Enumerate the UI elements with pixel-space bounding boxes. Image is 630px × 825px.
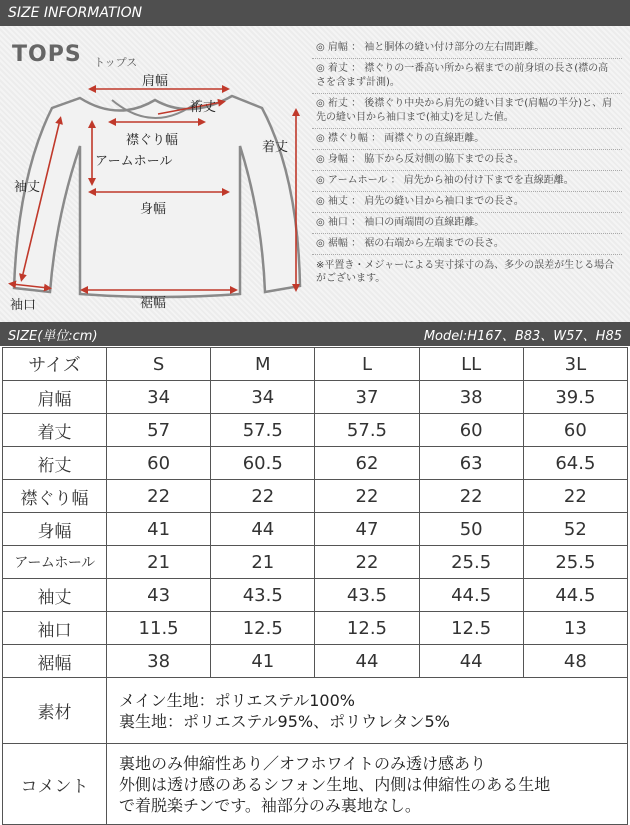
table-cell: 63 — [419, 447, 523, 480]
table-cell: 21 — [107, 546, 211, 579]
legend-item: ◎ 襟ぐり幅 ： 両襟ぐりの直線距離。 — [312, 129, 622, 150]
table-cell: 44 — [315, 645, 419, 678]
table-cell: 22 — [315, 546, 419, 579]
size-table — [2, 347, 628, 825]
table-row — [3, 447, 628, 480]
comment-line: 裏地のみ伸縮性あり／オフホワイトのみ透け感あり — [119, 753, 487, 773]
table-cell: 25.5 — [419, 546, 523, 579]
comment-line: で着脱楽チンです。袖部分のみ裏地なし。 — [119, 795, 421, 815]
table-cell: 22 — [419, 480, 523, 513]
label-shoulder: 肩幅 — [142, 74, 169, 89]
legend-item: ◎ 裄丈 ： 後襟ぐり中央から肩先の縫い目まで(肩幅の半分)と、肩先の縫い目から袖口まで(袖丈)を足した値。 — [312, 94, 622, 129]
table-cell: 60.5 — [211, 447, 315, 480]
table-cell: 38 — [419, 381, 523, 414]
legend-item: ◎ 袖丈 ： 肩先の縫い目から袖口までの長さ。 — [312, 192, 622, 213]
table-cell: 22 — [315, 480, 419, 513]
header-cell: LL — [419, 348, 523, 381]
label-neck: 襟ぐり幅 — [126, 133, 179, 148]
label-sleeve: 袖丈 — [14, 180, 41, 195]
comment-label: コメント — [3, 744, 107, 825]
table-row — [3, 513, 628, 546]
table-cell: 13 — [523, 612, 627, 645]
table-cell: 57.5 — [211, 414, 315, 447]
header-cell: S — [107, 348, 211, 381]
table-cell: 12.5 — [211, 612, 315, 645]
table-cell: 47 — [315, 513, 419, 546]
size-information-header — [0, 0, 630, 26]
label-armhole: アームホール — [95, 154, 173, 169]
table-cell: 22 — [107, 480, 211, 513]
table-cell: 11.5 — [107, 612, 211, 645]
table-cell: 39.5 — [523, 381, 627, 414]
garment-diagram — [0, 26, 630, 322]
row-label: 着丈 — [3, 414, 107, 447]
table-cell: 43.5 — [211, 579, 315, 612]
table-cell: 60 — [107, 447, 211, 480]
material-line: 裏生地：ポリエステル95%、ポリウレタン5% — [119, 711, 450, 731]
legend-item: ◎ 袖口 ： 袖口の両端間の直線距離。 — [312, 213, 622, 234]
model-info: Model:H167、B83、W57、H85 — [423, 328, 622, 344]
table-cell: 22 — [523, 480, 627, 513]
table-row — [3, 414, 628, 447]
table-cell: 57 — [107, 414, 211, 447]
table-cell: 50 — [419, 513, 523, 546]
table-cell: 37 — [315, 381, 419, 414]
table-cell: 57.5 — [315, 414, 419, 447]
row-label: 裄丈 — [3, 447, 107, 480]
row-label: 裾幅 — [3, 645, 107, 678]
legend-item: ◎ 肩幅 ： 袖と胴体の縫い付け部分の左右間距離。 — [312, 38, 622, 59]
measurement-note: ※平置き・メジャーによる実寸採寸の為、多少の誤差が生じる場合がございます。 — [316, 260, 615, 284]
table-row — [3, 546, 628, 579]
comment-text — [107, 744, 628, 825]
material-label: 素材 — [3, 678, 107, 744]
category-title: TOPS — [12, 42, 82, 67]
legend-item: ◎ アームホール ： 肩先から袖の付け下までを直線距離。 — [312, 171, 622, 192]
header-title: SIZE INFORMATION — [8, 5, 143, 21]
comment-line: 外側は透け感のあるシフォン生地、内側は伸縮性のある生地 — [119, 774, 551, 794]
table-cell: 41 — [211, 645, 315, 678]
table-cell: 12.5 — [315, 612, 419, 645]
table-cell: 34 — [211, 381, 315, 414]
label-cuff: 袖口 — [10, 298, 37, 313]
table-cell: 44.5 — [419, 579, 523, 612]
table-row — [3, 645, 628, 678]
legend-item: ◎ 着丈 ： 襟ぐりの一番高い所から裾までの前身頃の長さ(襟の高さを含まず計測)。 — [312, 59, 622, 94]
label-body: 身幅 — [140, 202, 167, 217]
table-cell: 52 — [523, 513, 627, 546]
header-cell: 3L — [523, 348, 627, 381]
table-row — [3, 612, 628, 645]
table-cell: 44 — [211, 513, 315, 546]
label-length: 着丈 — [262, 140, 289, 155]
table-cell: 62 — [315, 447, 419, 480]
table-cell: 44 — [419, 645, 523, 678]
row-label: 身幅 — [3, 513, 107, 546]
label-hem: 裾幅 — [140, 296, 167, 311]
table-cell: 60 — [523, 414, 627, 447]
row-label: 肩幅 — [3, 381, 107, 414]
material-text — [107, 678, 628, 744]
table-cell: 12.5 — [419, 612, 523, 645]
row-label: 袖丈 — [3, 579, 107, 612]
table-cell: 43 — [107, 579, 211, 612]
table-cell: 60 — [419, 414, 523, 447]
header-cell: サイズ — [3, 348, 107, 381]
header-cell: M — [211, 348, 315, 381]
legend-item: ◎ 裾幅 ： 裾の右端から左端までの長さ。 — [312, 234, 622, 255]
garment-outline — [14, 96, 300, 297]
table-cell: 38 — [107, 645, 211, 678]
table-cell: 22 — [211, 480, 315, 513]
category-subtitle: トップス — [94, 56, 138, 69]
table-cell: 34 — [107, 381, 211, 414]
material-row — [3, 678, 628, 744]
table-cell: 25.5 — [523, 546, 627, 579]
table-row — [3, 480, 628, 513]
label-yuki: 裄丈 — [190, 100, 217, 115]
size-unit-label: SIZE(単位:cm) — [8, 328, 98, 344]
table-cell: 43.5 — [315, 579, 419, 612]
material-line: メイン生地：ポリエステル100% — [119, 690, 355, 710]
legend-item: ◎ 身幅 ： 脇下から反対側の脇下までの長さ。 — [312, 150, 622, 171]
comment-row — [3, 744, 628, 825]
header-cell: L — [315, 348, 419, 381]
table-row — [3, 381, 628, 414]
table-cell: 21 — [211, 546, 315, 579]
row-label: 袖口 — [3, 612, 107, 645]
table-row — [3, 579, 628, 612]
table-cell: 64.5 — [523, 447, 627, 480]
row-label: アームホール — [3, 546, 107, 579]
size-table-header — [0, 322, 630, 346]
table-header-row — [3, 348, 628, 381]
table-cell: 48 — [523, 645, 627, 678]
row-label: 襟ぐり幅 — [3, 480, 107, 513]
table-cell: 41 — [107, 513, 211, 546]
table-cell: 44.5 — [523, 579, 627, 612]
measurement-legend — [312, 38, 622, 289]
